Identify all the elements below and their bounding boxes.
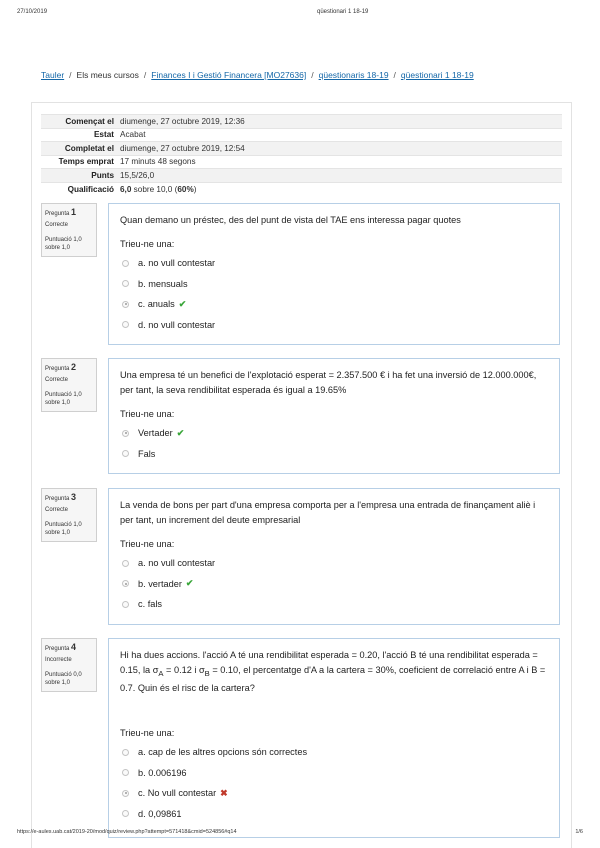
question-state: Correcte xyxy=(45,507,69,513)
print-footer xyxy=(17,829,583,839)
breadcrumb-separator: / xyxy=(69,70,72,80)
summary-value xyxy=(119,182,562,196)
breadcrumb-separator: / xyxy=(311,70,314,80)
breadcrumb-quizzes[interactable]: qüestionaris 18-19 xyxy=(318,70,389,80)
question-grade xyxy=(45,236,93,252)
grade-value: 6,0 xyxy=(120,184,132,194)
grade-out-of: sobre 10,0 ( xyxy=(131,184,178,194)
print-page-number: 1/6 xyxy=(575,829,583,835)
attempt-summary-table xyxy=(41,114,562,196)
question-number xyxy=(45,493,93,503)
question-prefix: Pregunta xyxy=(45,646,70,652)
breadcrumb-quiz[interactable]: qüestionari 1 18-19 xyxy=(400,70,474,80)
answer-option[interactable] xyxy=(122,294,548,315)
question-4-info xyxy=(41,638,97,692)
radio-button-selected[interactable] xyxy=(122,790,129,797)
question-text xyxy=(120,648,548,696)
option-label: d. no vull contestar xyxy=(138,319,216,330)
grade-line: Puntuació 1,0 xyxy=(45,237,82,243)
question-number-value: 3 xyxy=(71,492,77,502)
question-number xyxy=(45,643,93,653)
incorrect-cross-icon: ✖ xyxy=(220,787,228,798)
question-text: Quan demano un préstec, des del punt de vista del TAE ens interessa pagar quotes xyxy=(120,215,461,225)
option-label: b. vertader xyxy=(138,578,182,589)
answer-option[interactable] xyxy=(122,762,548,783)
breadcrumb-course[interactable]: Finances I i Gestió Financera [MO27636] xyxy=(151,70,307,80)
option-label: d. 0,09861 xyxy=(138,808,182,819)
question-number-value: 2 xyxy=(71,362,77,372)
summary-value: 17 minuts 48 segons xyxy=(120,157,196,167)
question-state: Incorrecte xyxy=(45,657,72,663)
radio-button[interactable] xyxy=(122,601,129,608)
summary-label: Punts xyxy=(91,170,114,180)
subscript: B xyxy=(204,668,210,678)
answer-option[interactable] xyxy=(122,783,548,804)
question-1-info xyxy=(41,203,97,257)
question-prefix: Pregunta xyxy=(45,496,70,502)
answer-option[interactable] xyxy=(122,315,548,336)
answer-prompt: Trieu-ne una: xyxy=(120,409,175,419)
summary-row-time-taken xyxy=(41,155,562,169)
question-number-value: 4 xyxy=(71,642,77,652)
summary-label: Qualificació xyxy=(67,184,114,194)
option-label: Fals xyxy=(138,448,156,459)
option-label: Vertader xyxy=(138,428,173,439)
summary-value: Acabat xyxy=(120,130,146,140)
correct-check-icon: ✔ xyxy=(185,578,194,589)
answer-list xyxy=(122,253,548,335)
question-text-part: = 0.10, el percentatge d'A a la cartera = 30%, coeficient de correlació entre A i B = 0.7. Quin és el risc de la cartera? xyxy=(120,665,546,693)
radio-button-selected[interactable] xyxy=(122,301,129,308)
breadcrumb xyxy=(41,70,474,80)
question-2-content xyxy=(108,358,560,474)
grade-close: ) xyxy=(193,184,197,194)
option-label: a. cap de les altres opcions són correctes xyxy=(138,747,308,758)
summary-label: Estat xyxy=(93,130,114,140)
option-label: c. anuals xyxy=(138,299,175,310)
question-text-part: Hi ha dues accions. l'acció A té una rendibilitat esperada = 0.20, l'acció B té una rendibilitat esperada = 0.15, la σ xyxy=(120,650,538,675)
breadcrumb-my-courses: Els meus cursos xyxy=(76,70,139,80)
summary-value: 15,5/26,0 xyxy=(120,170,155,180)
grade-line: sobre 1,0 xyxy=(45,530,71,536)
radio-button-selected[interactable] xyxy=(122,430,129,437)
breadcrumb-tauler[interactable]: Tauler xyxy=(41,70,65,80)
question-2-info xyxy=(41,358,97,412)
radio-button-selected[interactable] xyxy=(122,580,129,587)
grade-line: sobre 1,0 xyxy=(45,245,71,251)
summary-row-started xyxy=(41,115,562,129)
answer-option[interactable] xyxy=(122,423,548,444)
answer-list xyxy=(122,423,548,464)
question-state: Correcte xyxy=(45,222,69,228)
question-number-value: 1 xyxy=(71,207,77,217)
answer-option[interactable] xyxy=(122,253,548,274)
answer-option[interactable] xyxy=(122,803,548,824)
summary-label: Començat el xyxy=(65,116,114,126)
grade-percent: 60% xyxy=(177,184,194,194)
radio-button[interactable] xyxy=(122,560,129,567)
print-date: 27/10/2019 xyxy=(17,9,48,15)
summary-value: diumenge, 27 octubre 2019, 12:36 xyxy=(120,116,245,126)
answer-option[interactable] xyxy=(122,444,548,465)
print-header xyxy=(17,9,583,19)
question-prefix: Pregunta xyxy=(45,366,70,372)
option-label: c. No vull contestar xyxy=(138,788,217,799)
grade-line: Puntuació 1,0 xyxy=(45,392,82,398)
breadcrumb-separator: / xyxy=(393,70,396,80)
question-text: La venda de bons per part d'una empresa comporta per a l'empresa una entrada de finançament aliè i per tant, un increment del deute empresarial xyxy=(120,500,536,525)
question-prefix: Pregunta xyxy=(45,211,70,217)
question-1-content xyxy=(108,203,560,345)
answer-option[interactable] xyxy=(122,274,548,295)
breadcrumb-separator: / xyxy=(143,70,147,80)
radio-button[interactable] xyxy=(122,321,129,328)
answer-option[interactable] xyxy=(122,742,548,763)
option-label: c. fals xyxy=(138,599,162,610)
question-number xyxy=(45,208,93,218)
radio-button[interactable] xyxy=(122,810,129,817)
summary-row-grade xyxy=(41,182,562,196)
print-title: qüestionari 1 18-19 xyxy=(317,9,369,15)
answer-list xyxy=(122,742,548,824)
answer-prompt: Trieu-ne una: xyxy=(120,539,175,549)
correct-check-icon: ✔ xyxy=(176,427,185,438)
question-3-content xyxy=(108,488,560,625)
question-3-info xyxy=(41,488,97,542)
grade-line: Puntuació 1,0 xyxy=(45,522,82,528)
summary-row-completed xyxy=(41,142,562,156)
question-number xyxy=(45,363,93,373)
question-text: Una empresa té un benefici de l'explotació esperat = 2.357.500 € i ha fet una inversió de 12.000.000€, per tant, la seva rendibilitat esperada és igual a 19.65% xyxy=(120,370,537,395)
grade-line: sobre 1,0 xyxy=(45,680,71,686)
question-grade xyxy=(45,671,93,687)
answer-option[interactable] xyxy=(122,553,548,574)
answer-option[interactable] xyxy=(122,594,548,615)
option-label: b. 0.006196 xyxy=(138,767,187,778)
summary-value: diumenge, 27 octubre 2019, 12:54 xyxy=(120,143,245,153)
radio-button[interactable] xyxy=(122,260,129,267)
answer-prompt: Trieu-ne una: xyxy=(120,727,175,738)
radio-button[interactable] xyxy=(122,450,129,457)
grade-line: Puntuació 0,0 xyxy=(45,672,82,678)
question-4-content xyxy=(108,638,560,838)
answer-prompt: Trieu-ne una: xyxy=(120,239,175,249)
summary-label: Completat el xyxy=(64,143,114,153)
print-url: https://e-aules.uab.cat/2019-20/mod/quiz/review.php?attempt=571418&cmid=524856#q14 xyxy=(17,829,237,835)
question-text-part: = 0.12 i σ xyxy=(163,665,205,675)
answer-option[interactable] xyxy=(122,574,548,595)
question-grade xyxy=(45,521,93,537)
grade-line: sobre 1,0 xyxy=(45,400,71,406)
correct-check-icon: ✔ xyxy=(178,298,187,309)
answer-list xyxy=(122,553,548,615)
subscript: A xyxy=(158,668,164,678)
radio-button[interactable] xyxy=(122,280,129,287)
radio-button[interactable] xyxy=(122,769,129,776)
summary-label: Temps emprat xyxy=(58,157,114,167)
question-grade xyxy=(45,391,93,407)
summary-row-marks xyxy=(41,169,562,183)
option-label: b. mensuals xyxy=(138,278,188,289)
radio-button[interactable] xyxy=(122,749,129,756)
summary-row-state xyxy=(41,128,562,142)
question-state: Correcte xyxy=(45,377,69,383)
option-label: a. no vull contestar xyxy=(138,558,216,569)
option-label: a. no vull contestar xyxy=(138,258,216,269)
